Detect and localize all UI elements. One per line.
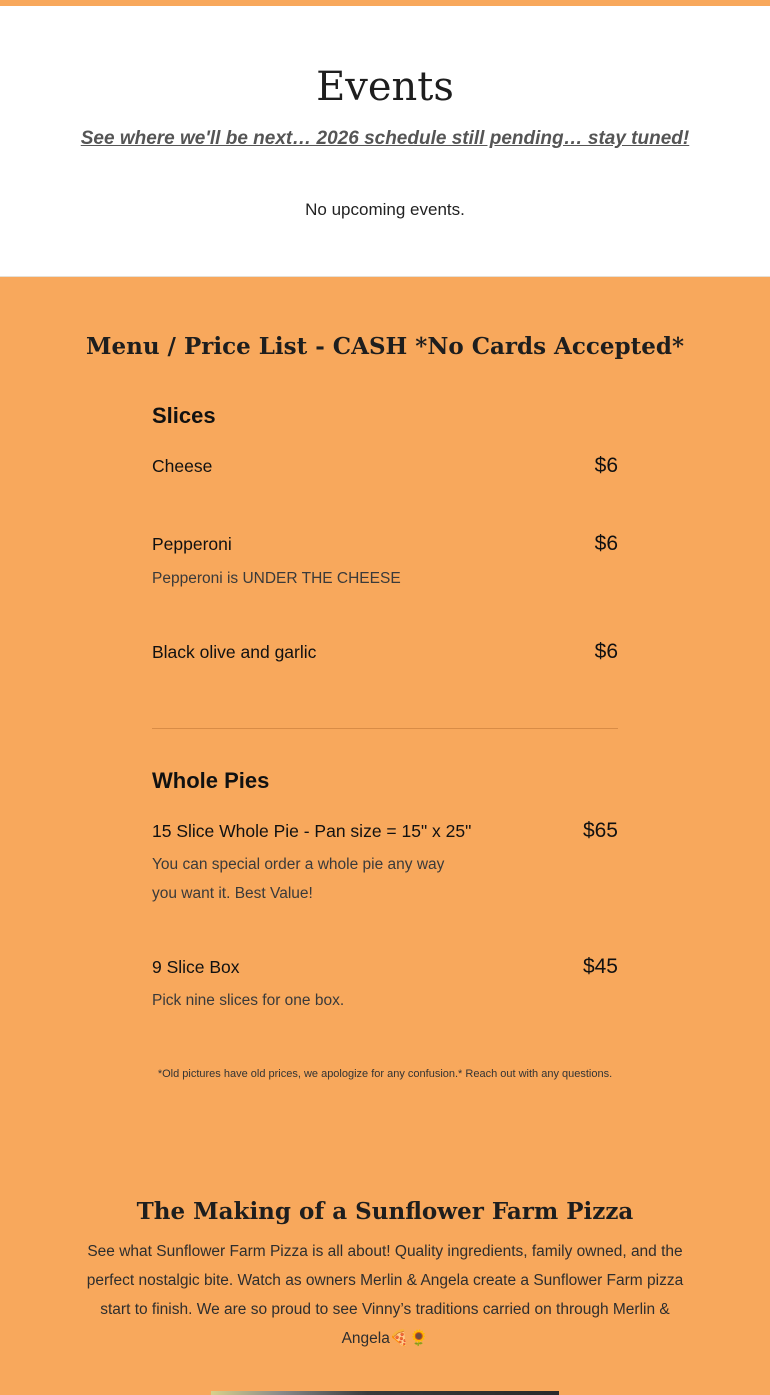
menu-item-price: $6	[594, 640, 618, 663]
menu-item-name: Cheese	[152, 456, 213, 476]
menu-section-title-slices: Slices	[152, 403, 216, 428]
menu-title: Menu / Price List - CASH *No Cards Accepted*	[86, 333, 684, 360]
menu-divider	[152, 728, 618, 729]
events-section	[0, 6, 770, 277]
events-schedule-link[interactable]: See where we'll be next… 2026 schedule still pending… stay tuned!	[80, 128, 690, 149]
making-title: The Making of a Sunflower Farm Pizza	[136, 1198, 634, 1225]
menu-item-description: Pepperoni is UNDER THE CHEESE	[152, 570, 401, 587]
menu-footnote: *Old pictures have old prices, we apologize for any confusion.* Reach out with any questions.	[157, 1068, 613, 1080]
menu-item-price: $65	[582, 819, 618, 842]
menu-item-description: You can special order a whole pie any way you want it. Best Value!	[152, 856, 445, 902]
menu-item-name: 9 Slice Box	[152, 957, 240, 977]
menu-item-price: $6	[594, 532, 618, 555]
making-description: See what Sunflower Farm Pizza is all about! Quality ingredients, family owned, and the perfect nostalgic bite. Watch as owners Merlin & Angela create a Sunflower Farm pizza start to finish. We are so proud to see Vinny’s traditions carried on through Merlin & Angela🍕🌻	[86, 1243, 684, 1347]
menu-item-name: Pepperoni	[152, 534, 232, 554]
menu-section	[0, 277, 770, 1395]
menu-item-name: 15 Slice Whole Pie - Pan size = 15" x 25"	[152, 821, 472, 841]
menu-item-description: Pick nine slices for one box.	[152, 992, 345, 1009]
no-events-message: No upcoming events.	[305, 200, 465, 219]
menu-item-price: $45	[582, 955, 618, 978]
menu-item-name: Black olive and garlic	[152, 642, 317, 662]
menu-section-title-whole-pies: Whole Pies	[152, 768, 270, 793]
video-thumbnail[interactable]	[211, 1391, 559, 1395]
menu-item-price: $6	[594, 454, 618, 477]
events-title: Events	[316, 64, 454, 110]
